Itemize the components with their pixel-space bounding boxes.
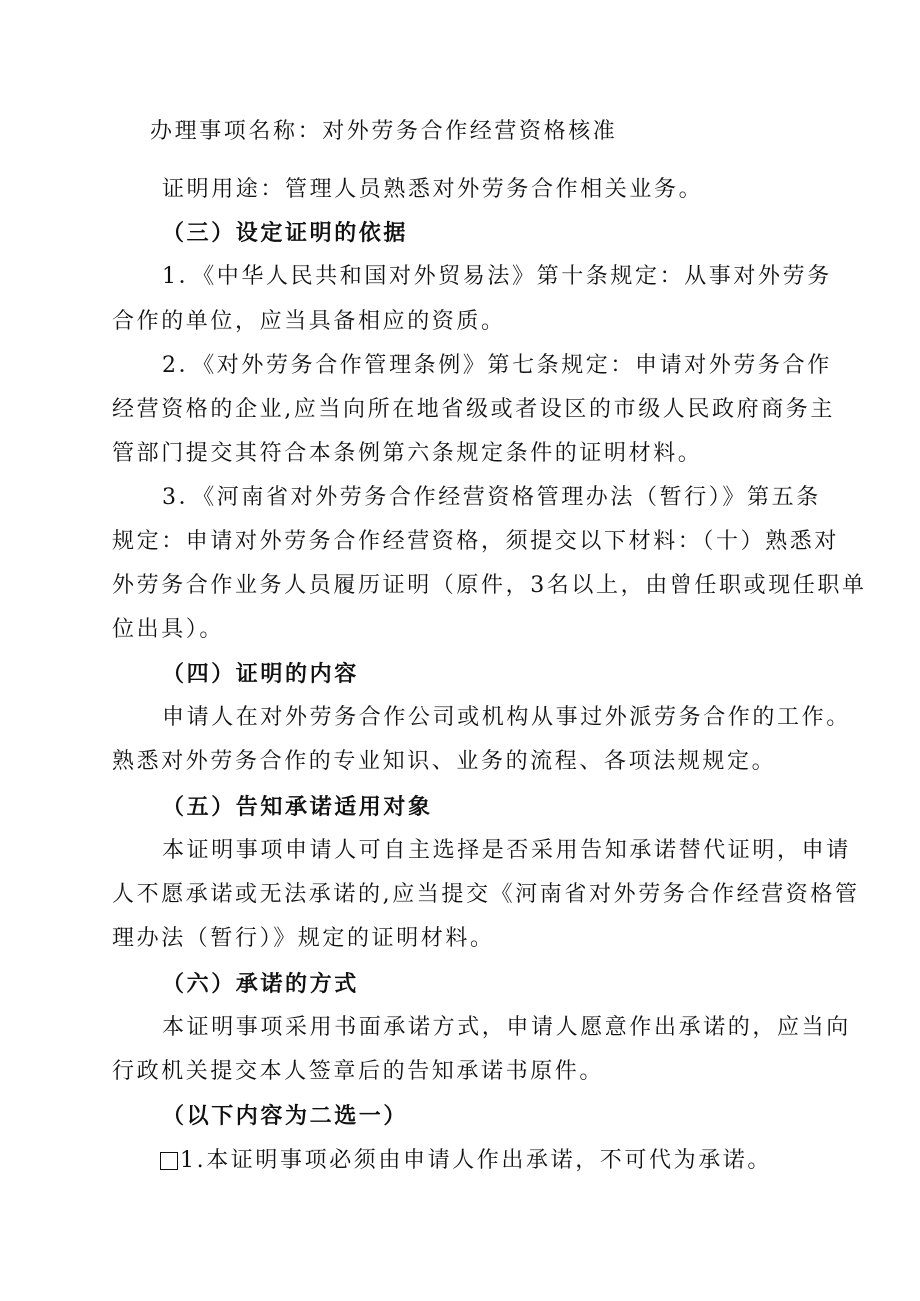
item-name-line: 办理事项名称：对外劳务合作经营资格核准 bbox=[150, 119, 618, 144]
applicable-line-2: 人不愿承诺或无法承诺的,应当提交《河南省对外劳务合作经营资格管 bbox=[112, 882, 860, 907]
section-5-heading: （五）告知承诺适用对象 bbox=[162, 794, 433, 820]
method-line-1: 本证明事项采用书面承诺方式，申请人愿意作出承诺的，应当向 bbox=[162, 1015, 851, 1040]
basis-2-line-3: 管部门提交其符合本条例第六条规定条件的证明材料。 bbox=[112, 441, 703, 466]
basis-3-line-1: 3．《河南省对外劳务合作经营资格管理办法（暂行）》第五条 bbox=[162, 485, 821, 510]
basis-1-line-2: 合作的单位，应当具备相应的资质。 bbox=[112, 309, 506, 334]
basis-3-line-3: 外劳务合作业务人员履历证明（原件，3名以上，由曾任职或现任职单 bbox=[112, 573, 867, 598]
section-6-heading: （六）承诺的方式 bbox=[162, 971, 359, 997]
option-1-row bbox=[160, 1146, 772, 1176]
applicable-line-3: 理办法（暂行）》规定的证明材料。 bbox=[112, 926, 495, 951]
section-3-heading: （三）设定证明的依据 bbox=[162, 220, 409, 246]
section-4-heading: （四）证明的内容 bbox=[162, 661, 359, 687]
basis-1-line-1: 1．《中华人民共和国对外贸易法》第十条规定：从事对外劳务 bbox=[162, 264, 832, 289]
choose-one-note: （以下内容为二选一） bbox=[162, 1103, 409, 1129]
purpose-line: 证明用途：管理人员熟悉对外劳务合作相关业务。 bbox=[162, 177, 704, 202]
basis-3-line-4: 位出具）。 bbox=[112, 617, 225, 642]
basis-2-line-2: 经营资格的企业,应当向所在地省级或者设区的市级人民政府商务主 bbox=[112, 397, 835, 422]
content-line-2: 熟悉对外劳务合作的专业知识、业务的流程、各项法规规定。 bbox=[112, 749, 777, 774]
content-line-1: 申请人在对外劳务合作公司或机构从事过外派劳务合作的工作。 bbox=[162, 705, 851, 730]
basis-3-line-2: 规定：申请对外劳务合作经营资格，须提交以下材料：（十）熟悉对 bbox=[112, 529, 840, 554]
option-1-checkbox[interactable] bbox=[160, 1152, 178, 1170]
basis-2-line-1: 2．《对外劳务合作管理条例》第七条规定：申请对外劳务合作 bbox=[162, 353, 832, 378]
option-1-label: 1.本证明事项必须由申请人作出承诺，不可代为承诺。 bbox=[180, 1148, 772, 1173]
method-line-2: 行政机关提交本人签章后的告知承诺书原件。 bbox=[112, 1059, 605, 1084]
applicable-line-1: 本证明事项申请人可自主选择是否采用告知承诺替代证明，申请 bbox=[162, 838, 851, 863]
